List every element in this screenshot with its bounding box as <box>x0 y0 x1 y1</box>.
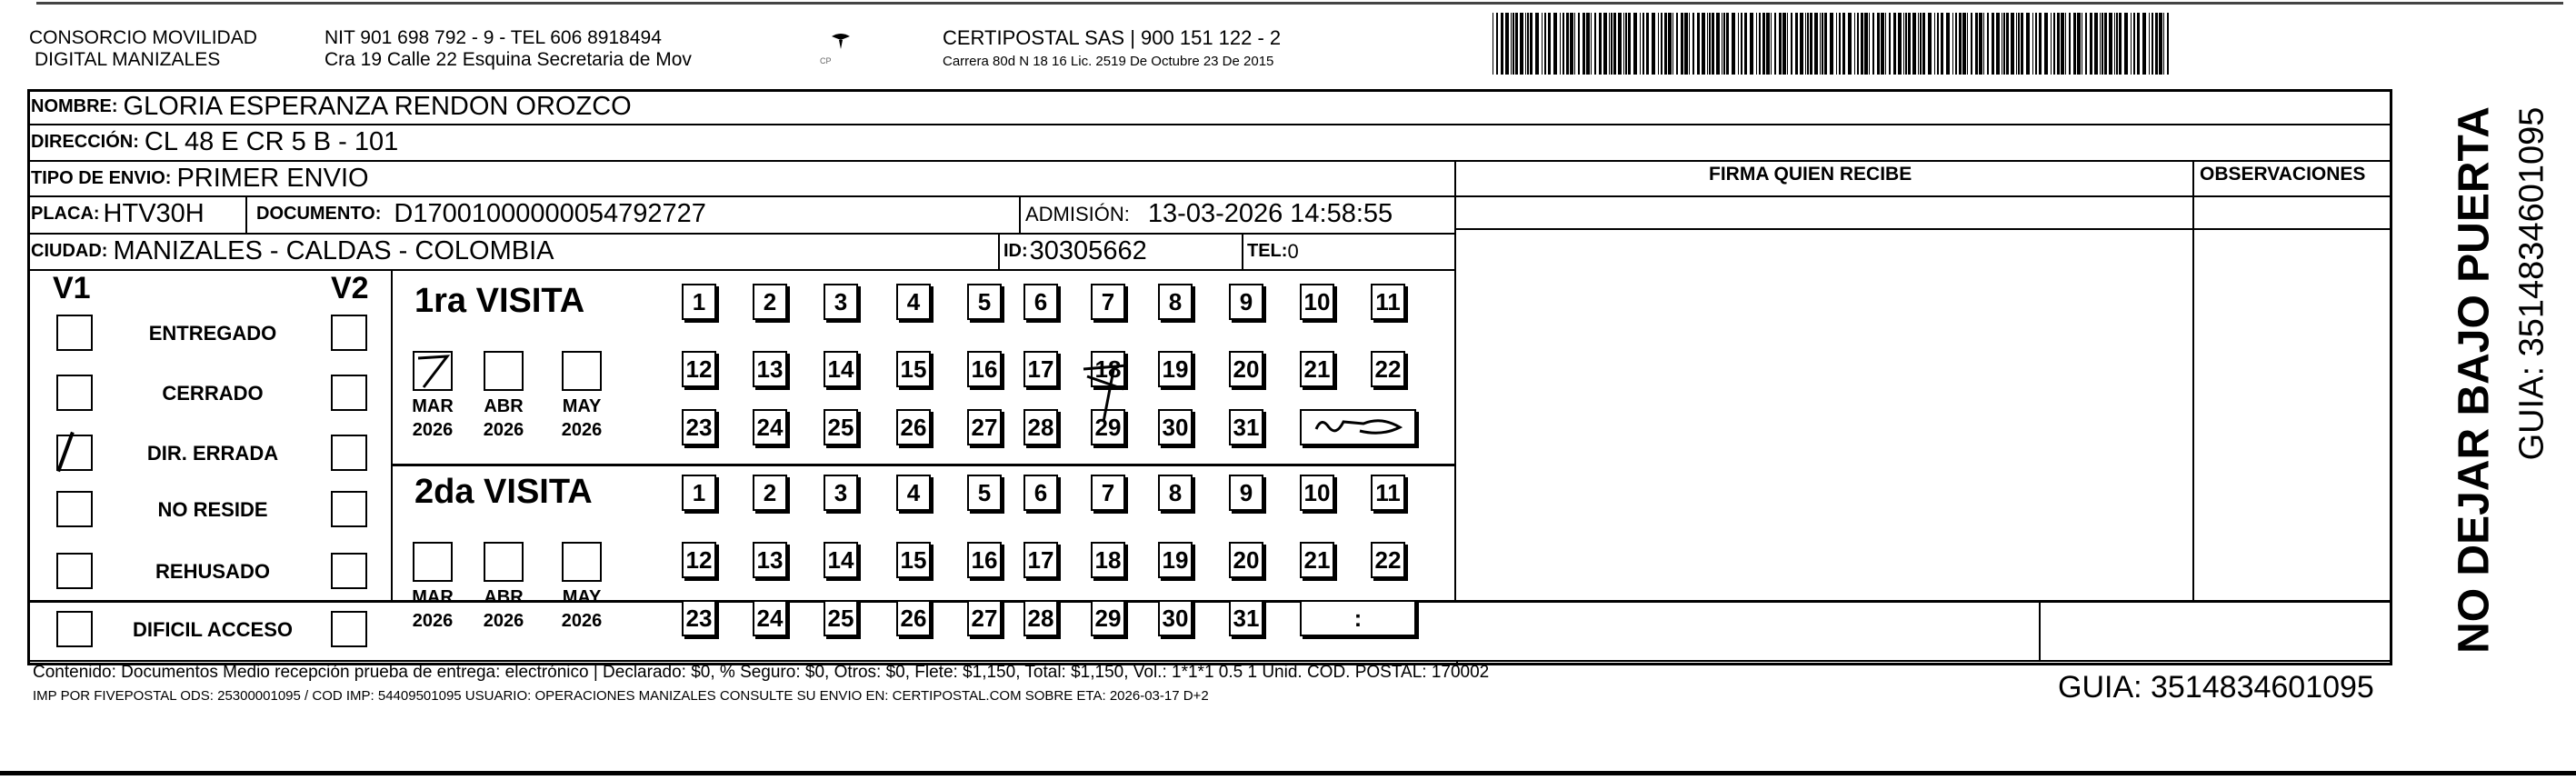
ciudad-value: MANIZALES - CALDAS - COLOMBIA <box>113 236 554 265</box>
ciudad-label: CIUDAD: <box>31 241 108 261</box>
status-label: REHUSADO <box>155 560 270 583</box>
status-label: DIR. ERRADA <box>146 442 279 465</box>
id-row <box>1003 235 1147 268</box>
visit2-day-box[interactable]: 10 <box>1300 475 1334 511</box>
status-v2-checkbox[interactable] <box>331 491 367 527</box>
visit1-day-box[interactable]: 10 <box>1300 284 1334 320</box>
visit2-day-box[interactable]: 6 <box>1023 475 1058 511</box>
visit1-day-box[interactable]: 3 <box>824 284 858 320</box>
direccion-value: CL 48 E CR 5 B - 101 <box>144 127 399 156</box>
divider <box>1019 195 1021 234</box>
visit2-month-checkbox[interactable] <box>413 542 453 582</box>
footer-guia: GUIA: 3514834601095 <box>2058 670 2374 705</box>
status-v2-checkbox[interactable] <box>331 553 367 589</box>
page-top-edge <box>36 2 2563 5</box>
visit2-day-box[interactable]: 7 <box>1091 475 1125 511</box>
v2-header: V2 <box>331 271 369 305</box>
footer-imp: IMP POR FIVEPOSTAL ODS: 25300001095 / COD IMP: 54409501095 USUARIO: OPERACIONES MANIZALES CONSULTE SU ENVIO EN: CERTIPOSTAL.COM SOBRE ETA: 2026-03-17 D+2 <box>33 688 1209 704</box>
visit1-day-box[interactable]: 25 <box>824 409 858 445</box>
visit1-month-label: MAY <box>562 396 602 416</box>
admision-value: 13-03-2026 14:58:55 <box>1147 199 1393 228</box>
visit2-month-checkbox[interactable] <box>484 542 524 582</box>
visit1-title: 1ra VISITA <box>414 282 585 320</box>
status-v1-checkbox[interactable] <box>56 435 93 471</box>
status-label: NO RESIDE <box>157 498 268 521</box>
guia-vertical: GUIA: 3514834601095 <box>2512 106 2551 461</box>
tipo-row <box>31 162 369 195</box>
visit2-title: 2da VISITA <box>414 473 593 511</box>
visit1-year-label: 2026 <box>483 420 524 440</box>
visit2-time-box[interactable]: : <box>1300 600 1416 636</box>
divider <box>27 269 1456 271</box>
visit2-day-box[interactable]: 22 <box>1371 542 1405 578</box>
visit1-day-box[interactable]: 21 <box>1300 351 1334 387</box>
visit1-day-box[interactable]: 22 <box>1371 351 1405 387</box>
visit2-day-box[interactable]: 15 <box>896 542 931 578</box>
placa-row <box>31 197 205 231</box>
visit1-year-label: 2026 <box>412 420 454 440</box>
status-label: DIFICIL ACCESO <box>132 618 293 641</box>
visit2-day-box[interactable]: 19 <box>1158 542 1193 578</box>
visit1-day-box[interactable]: 16 <box>967 351 1002 387</box>
visit1-day-box[interactable]: 23 <box>682 409 716 445</box>
visit2-day-box[interactable]: 18 <box>1091 542 1125 578</box>
status-v1-checkbox[interactable] <box>56 315 93 351</box>
nombre-row <box>31 90 632 124</box>
visit2-day-box[interactable]: 29 <box>1091 600 1125 636</box>
visit2-month-label: MAR <box>412 587 454 607</box>
visit2-day-box[interactable]: 11 <box>1371 475 1405 511</box>
visit2-day-box[interactable]: 24 <box>753 600 787 636</box>
admision-label: ADMISIÓN: <box>1025 202 1130 225</box>
visit1-day-box[interactable]: 5 <box>967 284 1002 320</box>
visit1-day-box[interactable]: 26 <box>896 409 931 445</box>
visit2-day-box[interactable]: 23 <box>682 600 716 636</box>
nombre-value: GLORIA ESPERANZA RENDON OROZCO <box>123 92 632 121</box>
visit1-time-scribble <box>1309 413 1409 445</box>
visit1-day-box[interactable]: 13 <box>753 351 787 387</box>
visit2-day-box[interactable]: 14 <box>824 542 858 578</box>
visit1-day-box[interactable]: 6 <box>1023 284 1058 320</box>
visit1-month-label: ABR <box>484 396 524 416</box>
status-label: ENTREGADO <box>148 322 277 345</box>
form-box <box>27 89 2392 665</box>
visit2-year-label: 2026 <box>412 611 454 631</box>
visit1-month-checkbox[interactable] <box>413 351 453 391</box>
status-v2-checkbox[interactable] <box>331 435 367 471</box>
v1-header: V1 <box>53 271 91 305</box>
visit1-day-box[interactable]: 17 <box>1023 351 1058 387</box>
visit2-month-label: MAY <box>562 587 602 607</box>
divider <box>1454 160 1456 600</box>
barcode <box>1493 13 2172 75</box>
visit2-month-checkbox[interactable] <box>562 542 602 582</box>
visit2-day-box[interactable]: 31 <box>1229 600 1263 636</box>
tel-label: TEL: <box>1247 241 1288 261</box>
admision-row <box>1025 197 1393 231</box>
visit2-day-box[interactable]: 20 <box>1229 542 1263 578</box>
id-label: ID: <box>1003 241 1028 261</box>
visit1-month-label: MAR <box>412 396 454 416</box>
divider <box>2192 160 2194 600</box>
id-value: 30305662 <box>1029 236 1147 265</box>
visit1-day-box[interactable]: 15 <box>896 351 931 387</box>
firma-label: FIRMA QUIEN RECIBE <box>1709 164 1912 185</box>
visit2-day-box[interactable]: 3 <box>824 475 858 511</box>
visit2-day-box[interactable]: 28 <box>1023 600 1058 636</box>
visit2-month-label: ABR <box>484 587 524 607</box>
footer-contenido: Contenido: Documentos Medio recepción prueba de entrega: electrónico | Declarado: $0, % Seguro: $0, Otros: $0, Flete: $1,150, Total: $1,150, Vol.: 1*1*1 0.5 1 Unid. COD. POSTAL: 170002 <box>33 663 1490 682</box>
visit1-day-box[interactable]: 9 <box>1229 284 1263 320</box>
visit1-day-box[interactable]: 29 <box>1091 409 1125 445</box>
divider <box>1242 233 1243 269</box>
footer-divider <box>27 600 2392 603</box>
divider <box>998 233 1000 269</box>
status-v2-checkbox[interactable] <box>331 375 367 411</box>
visit2-day-box[interactable]: 8 <box>1158 475 1193 511</box>
divider <box>27 660 2392 662</box>
visit2-day-box[interactable]: 26 <box>896 600 931 636</box>
visit1-year-label: 2026 <box>561 420 603 440</box>
company-name-line1: CONSORCIO MOVILIDAD <box>29 27 257 48</box>
status-v1-checkbox[interactable] <box>56 553 93 589</box>
visit1-day-box[interactable]: 28 <box>1023 409 1058 445</box>
divider <box>1456 228 2392 230</box>
visit2-year-label: 2026 <box>483 611 524 631</box>
handwritten-mark <box>1078 349 1133 425</box>
visit1-day-box[interactable]: 4 <box>896 284 931 320</box>
ciudad-row <box>31 235 554 268</box>
courier-address: Carrera 80d N 18 16 Lic. 2519 De Octubre 23 De 2015 <box>943 54 1274 69</box>
status-v1-checkbox[interactable] <box>56 375 93 411</box>
visit1-day-box[interactable]: 24 <box>753 409 787 445</box>
visit1-day-box[interactable]: 12 <box>682 351 716 387</box>
documento-value: D17001000000054792727 <box>394 199 706 228</box>
visit1-day-box[interactable]: 19 <box>1158 351 1193 387</box>
visit1-day-box[interactable]: 18 <box>1091 351 1125 387</box>
tel-value: 0 <box>1287 239 1299 263</box>
visit2-year-label: 2026 <box>561 611 603 631</box>
direccion-label: DIRECCIÓN: <box>31 132 139 152</box>
tipo-label: TIPO DE ENVIO: <box>31 168 172 188</box>
placa-value: HTV30H <box>103 199 205 228</box>
visit1-day-box[interactable]: 20 <box>1229 351 1263 387</box>
visit1-day-box[interactable]: 7 <box>1091 284 1125 320</box>
direccion-row <box>31 125 398 159</box>
visit1-day-box[interactable]: 31 <box>1229 409 1263 445</box>
visit1-day-box[interactable]: 1 <box>682 284 716 320</box>
documento-label: DOCUMENTO: <box>256 204 382 224</box>
no-dejar-label: NO DEJAR BAJO PUERTA <box>2450 106 2499 654</box>
visit1-day-box[interactable]: 11 <box>1371 284 1405 320</box>
visit2-day-box[interactable]: 12 <box>682 542 716 578</box>
certipostal-logo <box>829 31 853 59</box>
documento-row <box>256 197 706 231</box>
page-bottom-rule <box>0 771 2576 775</box>
visit2-day-box[interactable]: 25 <box>824 600 858 636</box>
courier-name: CERTIPOSTAL SAS | 900 151 122 - 2 <box>943 26 1282 49</box>
visit1-day-box[interactable]: 2 <box>753 284 787 320</box>
company-nit: NIT 901 698 792 - 9 - TEL 606 8918494 <box>324 27 662 48</box>
status-v2-checkbox[interactable] <box>331 611 367 647</box>
visit2-day-box[interactable]: 1 <box>682 475 716 511</box>
visit-divider <box>391 464 1456 466</box>
observaciones-label: OBSERVACIONES <box>2200 164 2366 185</box>
visit2-day-box[interactable]: 17 <box>1023 542 1058 578</box>
status-v2-checkbox[interactable] <box>331 315 367 351</box>
divider <box>245 195 247 234</box>
nombre-label: NOMBRE: <box>31 96 118 116</box>
placa-label: PLACA: <box>31 204 100 224</box>
tipo-value: PRIMER ENVIO <box>176 164 369 193</box>
company-name-line2: DIGITAL MANIZALES <box>35 49 221 70</box>
company-address: Cra 19 Calle 22 Esquina Secretaria de Mov <box>324 49 692 70</box>
visit1-month-checkbox[interactable] <box>484 351 524 391</box>
visit2-day-box[interactable]: 2 <box>753 475 787 511</box>
divider <box>27 160 2392 162</box>
visit2-day-box[interactable]: 9 <box>1229 475 1263 511</box>
visit1-month-checkbox[interactable] <box>562 351 602 391</box>
visit2-day-box[interactable]: 30 <box>1158 600 1193 636</box>
visit1-day-box[interactable]: 8 <box>1158 284 1193 320</box>
visit1-day-box[interactable]: 27 <box>967 409 1002 445</box>
visit2-day-box[interactable]: 21 <box>1300 542 1334 578</box>
visit1-day-box[interactable]: 14 <box>824 351 858 387</box>
visit2-day-box[interactable]: 13 <box>753 542 787 578</box>
visit2-day-box[interactable]: 16 <box>967 542 1002 578</box>
status-v1-checkbox[interactable] <box>56 491 93 527</box>
visit2-day-box[interactable]: 27 <box>967 600 1002 636</box>
divider <box>2039 603 2041 660</box>
logo-caption: CP <box>820 56 832 65</box>
divider <box>391 269 393 602</box>
status-v1-checkbox[interactable] <box>56 611 93 647</box>
status-label: CERRADO <box>162 382 264 405</box>
tel-row <box>1247 235 1299 268</box>
visit2-day-box[interactable]: 4 <box>896 475 931 511</box>
visit1-day-box[interactable]: 30 <box>1158 409 1193 445</box>
visit2-day-box[interactable]: 5 <box>967 475 1002 511</box>
